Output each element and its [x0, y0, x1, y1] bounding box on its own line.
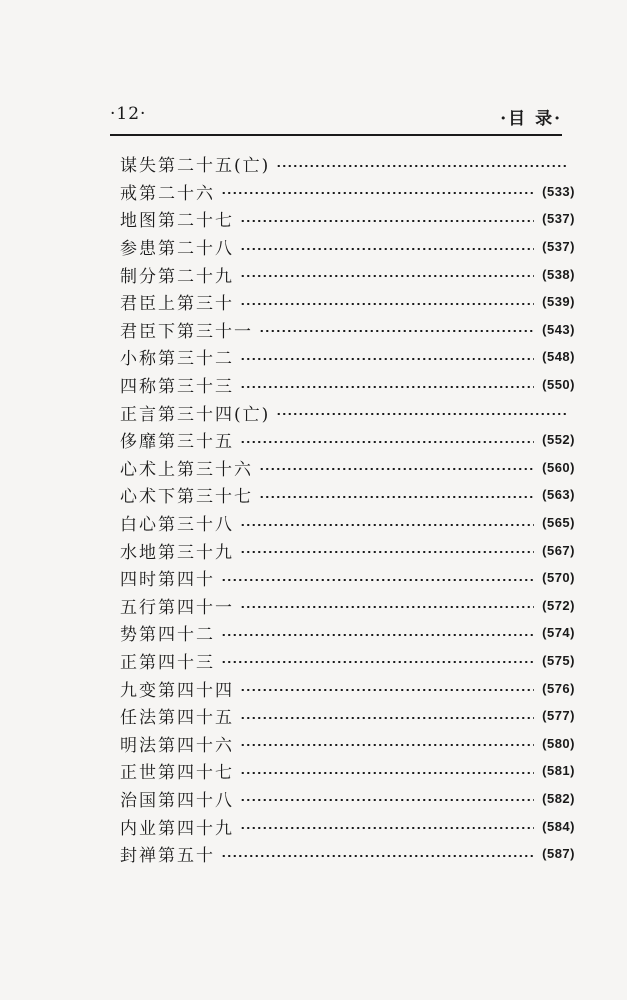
entry-page-number: (580) [542, 735, 575, 751]
entry-title: 君臣上第三十 [120, 294, 234, 315]
toc-entry [120, 150, 575, 178]
page-number: ·12· [110, 104, 147, 124]
dot-leader [259, 468, 534, 470]
dot-leader [240, 220, 534, 222]
toc-entry [120, 757, 575, 785]
entry-title: 九变第四十四 [120, 680, 234, 701]
entry-title: 正言第三十四(亡) [120, 404, 271, 425]
toc-entry [120, 592, 575, 620]
dot-leader [240, 689, 534, 691]
toc-entry [120, 426, 575, 454]
dot-leader [276, 413, 567, 415]
dot-leader [240, 551, 534, 553]
toc-entry [120, 812, 575, 840]
entry-title: 制分第二十九 [120, 266, 234, 287]
dot-leader [221, 634, 534, 636]
entry-title: 戒第二十六 [120, 183, 215, 204]
toc-entry [120, 260, 575, 288]
entry-page-number: (538) [542, 266, 575, 282]
toc-entry [120, 398, 575, 426]
entry-title: 五行第四十一 [120, 597, 234, 618]
entry-page-number: (560) [542, 459, 575, 475]
dot-leader [240, 606, 534, 608]
entry-title: 侈靡第三十五 [120, 432, 234, 453]
entry-page-number: (581) [542, 763, 575, 779]
dot-leader [221, 192, 534, 194]
entry-page-number: (577) [542, 708, 575, 724]
entry-page-number: (537) [542, 211, 575, 227]
toc-entry [120, 647, 575, 675]
entry-page-number: (575) [542, 652, 575, 668]
entry-title: 治国第四十八 [120, 790, 234, 811]
toc-entry [120, 674, 575, 702]
dot-leader [259, 496, 534, 498]
toc-entry [120, 343, 575, 371]
dot-leader [240, 717, 534, 719]
header-rule [110, 134, 562, 136]
entry-title: 白心第三十八 [120, 515, 234, 536]
dot-leader [276, 165, 567, 167]
toc-entry [120, 729, 575, 757]
entry-page-number: (567) [542, 542, 575, 558]
entry-page-number: (574) [542, 625, 575, 641]
toc-entry [120, 702, 575, 730]
entry-title: 小称第三十二 [120, 349, 234, 370]
entry-page-number: (584) [542, 818, 575, 834]
toc-entry [120, 481, 575, 509]
dot-leader [240, 386, 534, 388]
toc-entry [120, 619, 575, 647]
entry-title: 心术下第三十七 [120, 487, 253, 508]
entry-title: 君臣下第三十一 [120, 321, 253, 342]
entry-title: 水地第三十九 [120, 542, 234, 563]
entry-title: 任法第四十五 [120, 708, 234, 729]
toc-entry [120, 178, 575, 206]
dot-leader [240, 303, 534, 305]
toc-entry [120, 233, 575, 261]
toc-entry [120, 509, 575, 537]
dot-leader [240, 799, 534, 801]
entry-title: 势第四十二 [120, 625, 215, 646]
dot-leader [240, 827, 534, 829]
dot-leader [221, 579, 534, 581]
dot-leader [259, 330, 534, 332]
dot-leader [221, 661, 534, 663]
entry-page-number: (587) [542, 846, 575, 862]
entry-title: 四称第三十三 [120, 377, 234, 398]
toc-entry [120, 371, 575, 399]
dot-leader [240, 275, 534, 277]
entry-title: 明法第四十六 [120, 735, 234, 756]
entry-page-number: (537) [542, 239, 575, 255]
dot-leader [221, 855, 534, 857]
table-of-contents [120, 150, 575, 867]
toc-entry [120, 840, 575, 868]
dot-leader [240, 358, 534, 360]
section-title: ·目 录· [500, 109, 562, 129]
entry-page-number: (539) [542, 294, 575, 310]
toc-entry [120, 536, 575, 564]
dot-leader [240, 248, 534, 250]
entry-title: 地图第二十七 [120, 211, 234, 232]
entry-title: 四时第四十 [120, 570, 215, 591]
entry-title: 谋失第二十五(亡) [120, 156, 271, 177]
entry-title: 正第四十三 [120, 652, 215, 673]
entry-page-number: (533) [542, 183, 575, 199]
entry-page-number: (572) [542, 597, 575, 613]
toc-entry [120, 785, 575, 813]
entry-page-number: (548) [542, 349, 575, 365]
entry-page-number: (543) [542, 321, 575, 337]
dot-leader [240, 772, 534, 774]
entry-page-number: (576) [542, 680, 575, 696]
toc-entry [120, 454, 575, 482]
entry-page-number: (565) [542, 515, 575, 531]
dot-leader [240, 524, 534, 526]
toc-entry [120, 288, 575, 316]
entry-title: 内业第四十九 [120, 818, 234, 839]
entry-title: 正世第四十七 [120, 763, 234, 784]
entry-title: 封禅第五十 [120, 846, 215, 867]
entry-page-number: (582) [542, 790, 575, 806]
entry-page-number: (570) [542, 570, 575, 586]
entry-title: 参患第二十八 [120, 239, 234, 260]
toc-entry [120, 564, 575, 592]
entry-title: 心术上第三十六 [120, 459, 253, 480]
toc-entry [120, 205, 575, 233]
toc-entry [120, 316, 575, 344]
dot-leader [240, 441, 534, 443]
running-header [110, 104, 562, 132]
entry-page-number: (550) [542, 377, 575, 393]
entry-page-number: (563) [542, 487, 575, 503]
dot-leader [240, 744, 534, 746]
entry-page-number: (552) [542, 432, 575, 448]
